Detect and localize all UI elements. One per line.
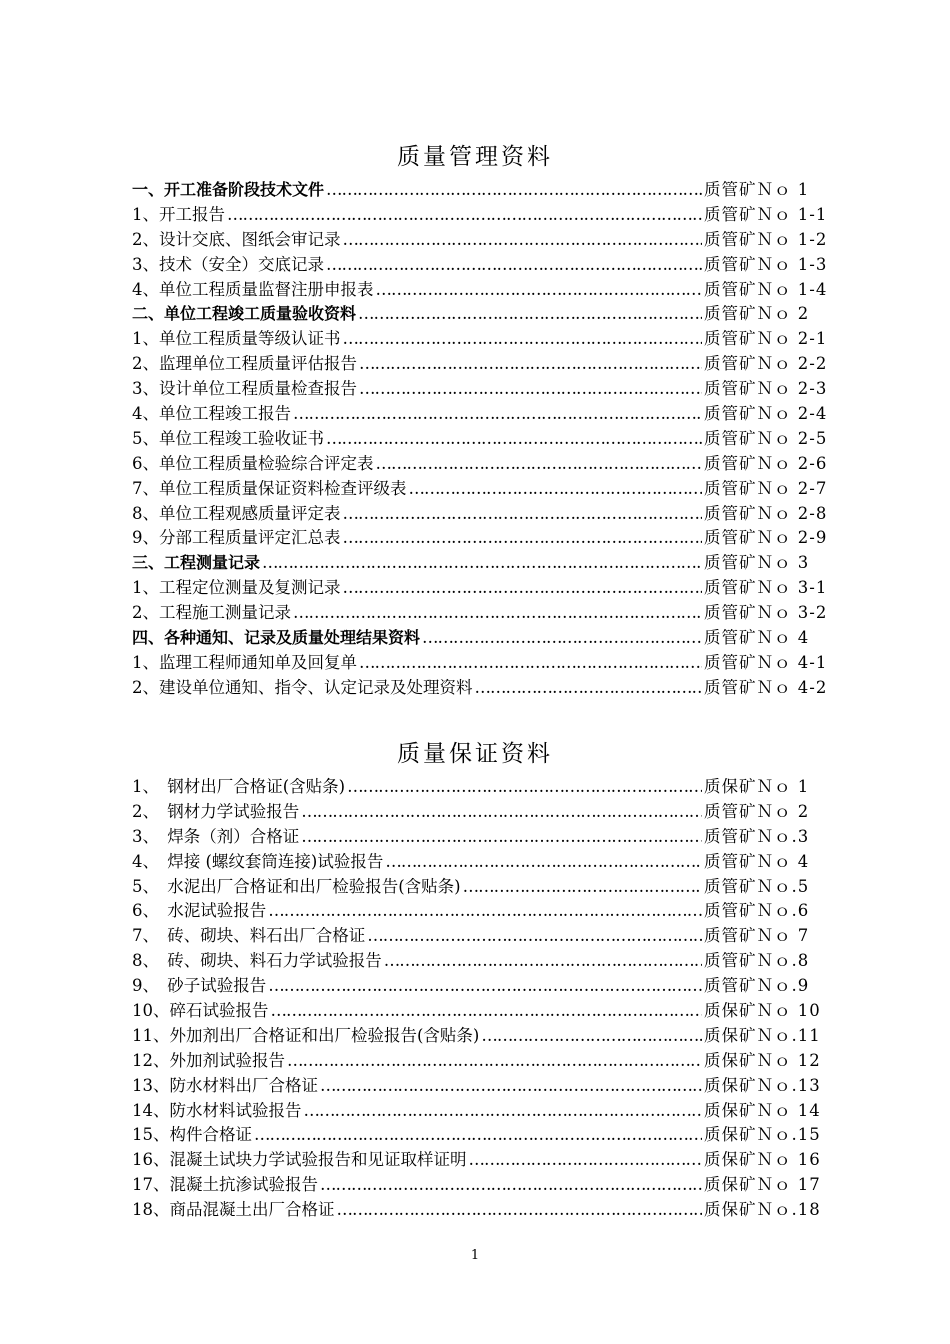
toc-row [132,1196,832,1221]
toc-row-label: 11、外加剂出厂合格证和出厂检验报告(含贴条) [132,1025,480,1045]
dot-leader [376,280,703,299]
toc-row-label: 3、 焊条（剂）合格证 [132,826,300,846]
toc-row-code: 质管矿Ｎｏ 2-4 [704,404,828,424]
dot-leader [359,653,702,672]
dot-leader [409,479,703,498]
toc-row-label: 16、混凝土试块力学试验报告和见证取样证明 [132,1150,467,1170]
toc-row-label: 2、设计交底、图纸会审记录 [132,229,341,249]
toc-row-label: 8、 砖、砌块、料石力学试验报告 [132,951,382,971]
toc-row-label: 一、开工准备阶段技术文件 [132,180,325,199]
toc-row-label: 1、单位工程质量等级认证书 [132,329,341,349]
dot-leader [287,1051,702,1070]
dot-leader [359,354,702,373]
toc-row-label: 三、工程测量记录 [132,553,261,573]
dot-leader [385,852,702,871]
toc-row [132,947,832,972]
toc-row-code: 质管矿Ｎｏ 2 [704,304,810,324]
toc-row [132,897,832,922]
toc-row-label: 二、单位工程竣工质量验收资料 [132,304,357,324]
toc-row-code: 质保矿Ｎｏ 12 [704,1050,821,1070]
toc-row [132,997,832,1022]
toc-row [132,276,832,301]
toc-row-label: 1、 钢材出厂合格证(含贴条) [132,777,346,796]
toc-row [132,1171,832,1196]
dot-leader [358,304,702,323]
toc-row [132,201,832,226]
toc-row [132,251,832,276]
toc-row [132,1146,832,1171]
toc-row [132,300,832,325]
toc-row-label: 18、商品混凝土出厂合格证 [132,1200,335,1220]
toc-row-code: 质保矿Ｎｏ.11 [704,1025,821,1045]
toc-row-label: 2、监理单位工程质量评估报告 [132,354,357,374]
toc-row [132,549,832,574]
dot-leader [481,1026,702,1045]
toc-row-label: 14、防水材料试验报告 [132,1100,302,1120]
toc-row [132,400,832,425]
toc-row-code: 质管矿Ｎｏ 2-8 [704,503,828,523]
toc-row [132,524,832,549]
toc-row-code: 质保矿Ｎｏ 1 [704,777,810,796]
toc-row [132,475,832,500]
toc-row-code: 质保矿Ｎｏ 10 [704,1001,821,1021]
toc-row-label: 4、单位工程质量监督注册申报表 [132,279,374,299]
toc-row-label: 3、技术（安全）交底记录 [132,254,324,274]
toc-row-code: 质管矿Ｎｏ 1-1 [704,204,828,224]
toc-row-label: 10、碎石试验报告 [132,1001,269,1021]
toc-row [132,649,832,674]
toc-row [132,1022,832,1047]
toc-row [132,176,832,201]
toc-row-label: 9、 砂子试验报告 [132,976,267,996]
toc-row-label: 6、 水泥试验报告 [132,901,267,921]
toc-row [132,226,832,251]
toc-row-label: 1、工程定位测量及复测记录 [132,578,341,598]
toc-row-code: 质保矿Ｎｏ.15 [704,1125,821,1145]
dot-leader [301,802,702,821]
toc-management [132,176,832,699]
dot-leader [304,1101,703,1120]
toc-assurance [132,773,832,1221]
dot-leader [301,827,702,846]
dot-leader [271,1001,703,1020]
toc-row [132,823,832,848]
dot-leader [293,404,702,423]
toc-row [132,674,832,699]
toc-row-code: 质管矿Ｎｏ 2-9 [704,528,828,548]
toc-row [132,773,832,798]
toc-row-code: 质管矿Ｎｏ.9 [704,976,810,996]
toc-row-label: 1、开工报告 [132,204,225,224]
toc-row [132,450,832,475]
toc-row-code: 质管矿Ｎｏ 1-4 [704,279,828,299]
dot-leader [422,628,702,647]
toc-row-code: 质管矿Ｎｏ 1 [704,180,810,199]
dot-leader [469,1150,703,1169]
toc-row-label: 8、单位工程观感质量评定表 [132,503,341,523]
dot-leader [475,678,703,697]
toc-row-code: 质管矿Ｎｏ 3-2 [704,603,828,623]
toc-row-label: 4、单位工程竣工报告 [132,404,291,424]
toc-row [132,425,832,450]
toc-row [132,325,832,350]
dot-leader [326,255,702,274]
toc-row-label: 17、混凝土抗渗试验报告 [132,1175,318,1195]
toc-row [132,972,832,997]
toc-row-code: 质保矿Ｎｏ.18 [704,1200,821,1220]
dot-leader [343,504,703,523]
toc-row-code: 质管矿Ｎｏ 2-5 [704,428,828,448]
toc-row-label: 四、各种通知、记录及质量处理结果资料 [132,628,421,648]
toc-row-code: 质管矿Ｎｏ 3-1 [704,578,828,598]
toc-row-code: 质管矿Ｎｏ 2-6 [704,453,828,473]
toc-row-code: 质管矿Ｎｏ 2 [704,801,810,821]
toc-row-label: 1、监理工程师通知单及回复单 [132,652,357,672]
toc-row-code: 质管矿Ｎｏ 3 [704,553,810,573]
dot-leader [227,205,702,224]
toc-row [132,500,832,525]
toc-row [132,922,832,947]
toc-row-label: 2、 钢材力学试验报告 [132,801,300,821]
toc-row-code: 质管矿Ｎｏ.6 [704,901,810,921]
dot-leader [254,1125,702,1144]
toc-row-label: 9、分部工程质量评定汇总表 [132,528,341,548]
toc-row-label: 2、建设单位通知、指令、认定记录及处理资料 [132,677,473,697]
toc-row-code: 质管矿Ｎｏ.5 [704,876,810,896]
dot-leader [347,777,702,796]
dot-leader [320,1175,702,1194]
toc-row-code: 质保矿Ｎｏ 14 [704,1100,821,1120]
section-title-assurance: 质量保证资料 [397,741,553,767]
toc-row [132,1047,832,1072]
toc-row [132,1097,832,1122]
toc-row [132,574,832,599]
toc-row [132,848,832,873]
toc-row [132,1072,832,1097]
dot-leader [343,578,703,597]
dot-leader [384,951,702,970]
dot-leader [367,926,702,945]
toc-row-code: 质管矿Ｎｏ 4-2 [704,677,828,697]
toc-row-code: 质管矿Ｎｏ 4 [704,628,810,648]
toc-row-code: 质保矿Ｎｏ.13 [704,1075,821,1095]
dot-leader [268,976,702,995]
dot-leader [326,429,702,448]
toc-row [132,375,832,400]
page-number: 1 [470,1248,480,1263]
toc-row-label: 5、单位工程竣工验收证书 [132,428,324,448]
dot-leader [343,230,703,249]
dot-leader [343,528,703,547]
dot-leader [337,1200,703,1219]
section-title-management: 质量管理资料 [397,144,553,170]
toc-row [132,599,832,624]
toc-row [132,624,832,649]
toc-row-label: 7、单位工程质量保证资料检查评级表 [132,478,407,498]
toc-row-code: 质管矿Ｎｏ 2-3 [704,379,828,399]
toc-row [132,1121,832,1146]
toc-row-label: 4、 焊接 (螺纹套筒连接)试验报告 [132,851,384,871]
toc-row-label: 2、工程施工测量记录 [132,603,291,623]
dot-leader [463,877,702,896]
toc-row [132,873,832,898]
toc-row-label: 15、构件合格证 [132,1125,252,1145]
toc-row-code: 质管矿Ｎｏ 1-3 [704,254,828,274]
toc-row-label: 12、外加剂试验报告 [132,1050,285,1070]
toc-row-label: 7、 砖、砌块、料石出厂合格证 [132,926,366,946]
toc-row-code: 质管矿Ｎｏ 1-2 [704,229,828,249]
toc-row-label: 6、单位工程质量检验综合评定表 [132,453,374,473]
toc-row [132,798,832,823]
dot-leader [376,454,703,473]
toc-row [132,350,832,375]
toc-row-code: 质管矿Ｎｏ.3 [704,826,810,846]
toc-row-code: 质管矿Ｎｏ 4-1 [704,652,828,672]
toc-row-code: 质管矿Ｎｏ 7 [704,926,810,946]
dot-leader [359,379,702,398]
toc-row-code: 质保矿Ｎｏ 16 [704,1150,821,1170]
toc-row-label: 5、 水泥出厂合格证和出厂检验报告(含贴条) [132,876,461,896]
dot-leader [343,329,703,348]
dot-leader [268,901,702,920]
dot-leader [320,1076,702,1095]
dot-leader [262,553,702,572]
toc-row-code: 质管矿Ｎｏ 2-1 [704,329,828,349]
dot-leader [326,180,702,199]
toc-row-label: 13、防水材料出厂合格证 [132,1075,318,1095]
dot-leader [293,603,702,622]
toc-row-code: 质管矿Ｎｏ 2-7 [704,478,828,498]
toc-row-label: 3、设计单位工程质量检查报告 [132,379,357,399]
toc-row-code: 质管矿Ｎｏ 4 [704,851,810,871]
toc-row-code: 质管矿Ｎｏ 2-2 [704,354,828,374]
toc-row-code: 质保矿Ｎｏ 17 [704,1175,821,1195]
toc-row-code: 质管矿Ｎｏ.8 [704,951,810,971]
